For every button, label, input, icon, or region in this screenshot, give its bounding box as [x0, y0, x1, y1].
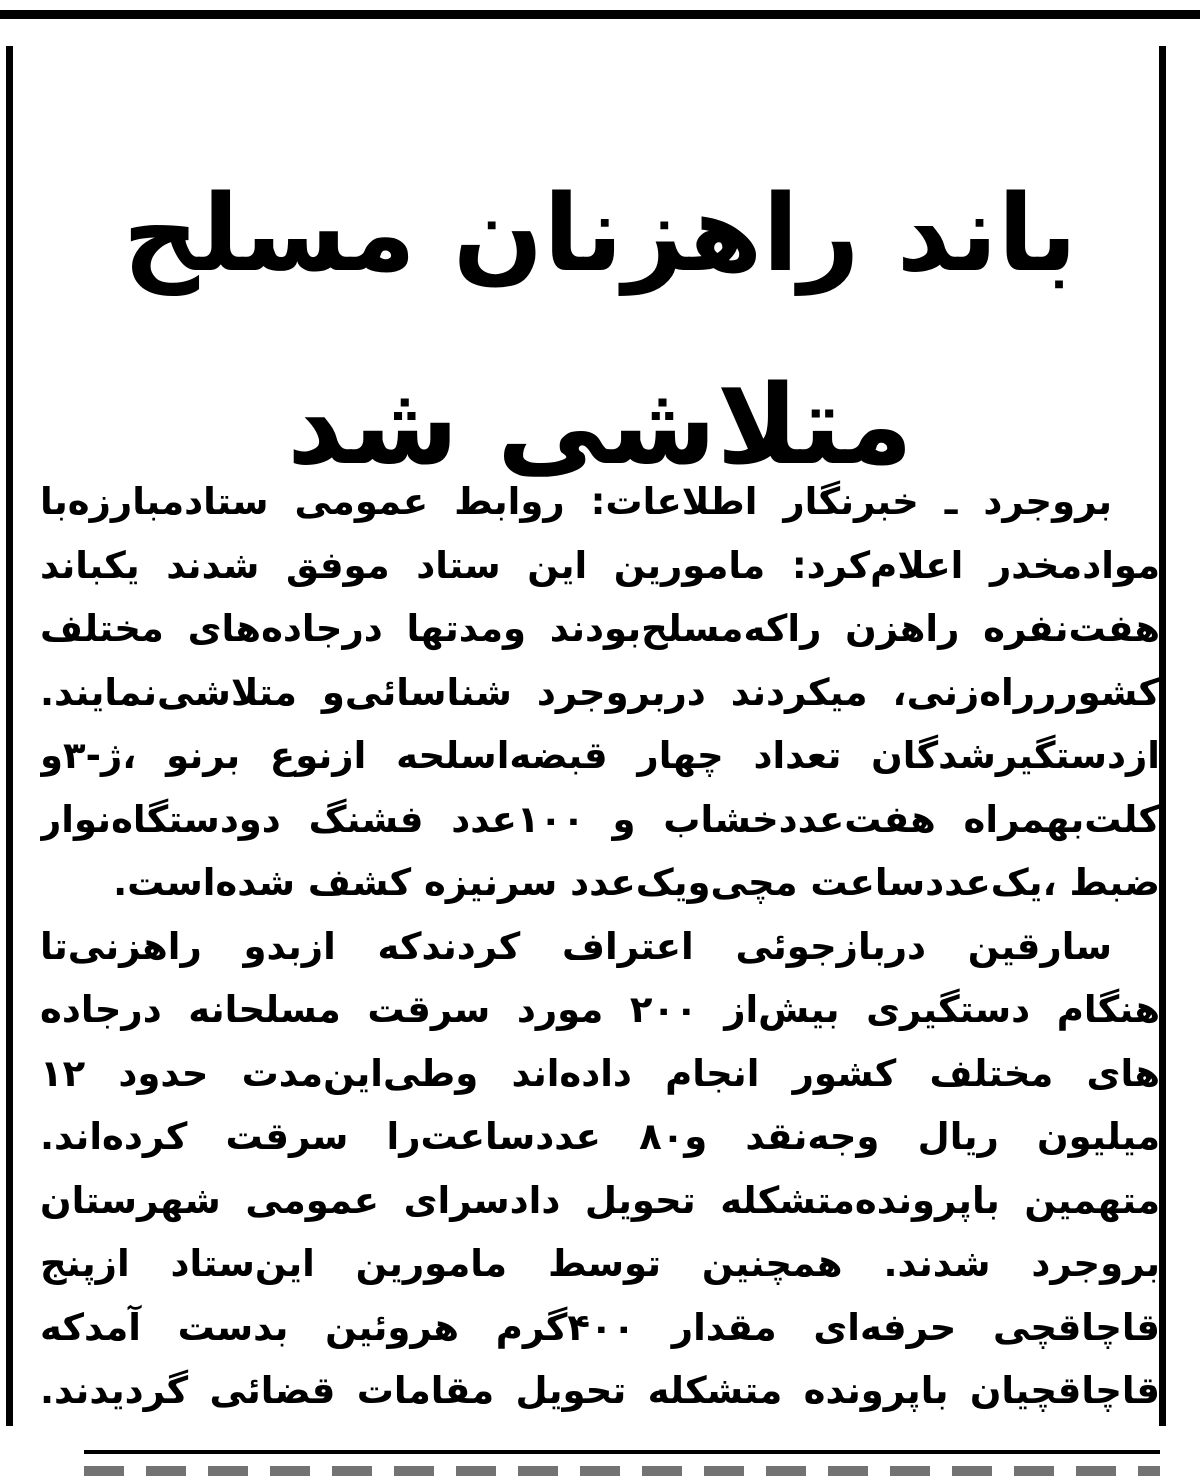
article-line: قاچاقچی حرفه‌ای مقدار ۴۰۰گرم هروئین بدست آمدکه: [40, 1305, 1160, 1349]
top-border-rule: [0, 10, 1200, 19]
bottom-divider-rule: [84, 1450, 1160, 1454]
article-line: ضبط ،یک‌عددساعت مچی‌ویک‌عدد سرنیزه کشف شده‌است.: [113, 861, 1160, 904]
article-line: میلیون ریال وجه‌نقد و۸۰ عددساعت‌را سرقت کرده‌اند.: [40, 1115, 1160, 1158]
article-line: هفت‌نفره راهزن راکه‌مسلح‌بودند ومدتها درجاده‌های مختلف: [40, 607, 1160, 650]
article-line: سارقین دربازجوئی اعتراف کردندکه ازبدو راهزنی‌تا: [40, 924, 1112, 968]
article-line: کلت‌بهمراه هفت‌عددخشاب و ۱۰۰عدد فشنگ دودستگاه‌نوار: [40, 797, 1160, 841]
article-line: متهمین باپرونده‌متشکله تحویل دادسرای عمومی شهرستان: [40, 1178, 1160, 1222]
article-line: قاچاقچیان باپرونده متشکله تحویل مقامات قضائی گردیدند.: [40, 1369, 1160, 1412]
next-article-cutoff: [84, 1466, 1160, 1476]
article-line: موادمخدر اعلام‌کرد: مامورین این ستاد موفق شدند یکباند: [40, 543, 1160, 587]
article-line: ازدستگیرشدگان تعداد چهار قبضه‌اسلحه ازنوع برنو ،ژ-۳و: [40, 734, 1160, 777]
article-line: کشوررراه‌زنی، میکردند دربروجرد شناسائی‌و متلاشی‌نمایند.: [40, 670, 1160, 714]
article-line: هنگام دستگیری بیش‌از ۲۰۰ مورد سرقت مسلحانه درجاده: [40, 988, 1160, 1031]
headline-line-1: باند راهزنان مسلح: [122, 172, 1078, 296]
article-body: [40, 470, 1160, 1423]
headline-line-2: متلاشی شد: [286, 360, 913, 489]
article-line: های مختلف کشور انجام داده‌اند وطی‌این‌مدت حدود ۱۲: [40, 1051, 1160, 1095]
article-line: بروجرد ـ خبرنگار اطلاعات: روابط عمومی ستادمبارزه‌با: [40, 480, 1112, 523]
article-line: بروجرد شدند. همچنین توسط مامورین این‌ستاد ازپنج: [40, 1242, 1160, 1285]
